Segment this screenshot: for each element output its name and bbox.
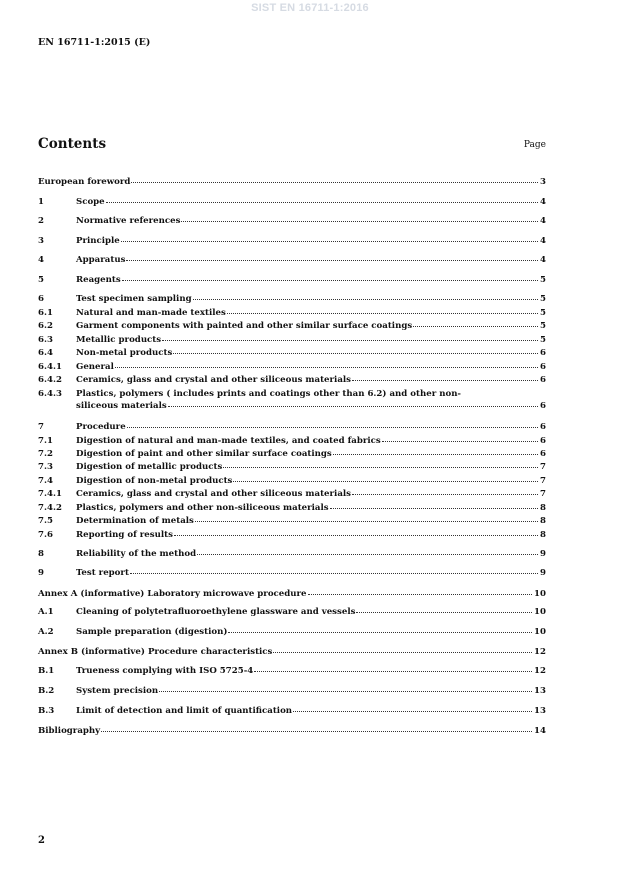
- toc-dot-leader: [106, 202, 538, 203]
- toc-entry-page: 4: [540, 255, 546, 265]
- toc-entry-number: 7.5: [38, 516, 53, 526]
- toc-entry-title: Determination of metals: [76, 516, 194, 526]
- toc-dot-leader: [382, 441, 538, 442]
- toc-entry-number: 6.4.3: [38, 389, 62, 399]
- toc-entry-number: 7.4: [38, 476, 53, 486]
- toc-entry-page: 8: [540, 530, 546, 540]
- toc-entry-title: Limit of detection and limit of quantification: [76, 706, 293, 716]
- toc-entry-title: European foreword: [38, 177, 131, 187]
- toc-dot-leader: [293, 711, 532, 712]
- toc-dot-leader: [413, 326, 538, 327]
- toc-entry-title: Garment components with painted and other similar surface coatings: [76, 321, 413, 331]
- toc-entry[interactable]: [38, 725, 546, 737]
- toc-entry-title: Cleaning of polytetrafluoroethylene glassware and vessels: [76, 607, 356, 617]
- toc-dot-leader: [228, 632, 532, 633]
- toc-entry-title: Reliability of the method: [76, 549, 197, 559]
- toc-entry-number: A.1: [38, 607, 54, 617]
- toc-entry-number: B.3: [38, 706, 55, 716]
- toc-entry-title: Plastics, polymers ( includes prints and coatings other than 6.2) and other non-: [76, 389, 462, 399]
- toc-entry-page: 5: [540, 335, 546, 345]
- toc-entry[interactable]: [38, 293, 546, 305]
- toc-entry-page: 9: [540, 549, 546, 559]
- toc-entry[interactable]: [38, 361, 546, 373]
- toc-entry-number: 6.2: [38, 321, 53, 331]
- toc-entry[interactable]: [38, 685, 546, 697]
- toc-entry[interactable]: [38, 588, 546, 600]
- toc-entry-title: Normative references: [76, 216, 181, 226]
- toc-entry-page: 6: [540, 362, 546, 372]
- toc-entry-page: 6: [540, 436, 546, 446]
- toc-dot-leader: [352, 380, 538, 381]
- toc-entry[interactable]: [38, 320, 546, 332]
- toc-dot-leader: [330, 508, 538, 509]
- toc-entry-title: Bibliography: [38, 726, 101, 736]
- toc-entry[interactable]: [38, 448, 546, 460]
- toc-entry-title: General: [76, 362, 114, 372]
- toc-dot-leader: [162, 340, 538, 341]
- toc-dot-leader: [130, 573, 538, 574]
- toc-dot-leader: [159, 691, 532, 692]
- toc-entry-title: Ceramics, glass and crystal and other siliceous materials: [76, 489, 351, 499]
- toc-entry[interactable]: [38, 254, 546, 266]
- toc-entry[interactable]: [38, 421, 546, 433]
- toc-dot-leader: [131, 182, 538, 183]
- toc-entry-number: 6: [38, 294, 44, 304]
- toc-dot-leader: [254, 671, 532, 672]
- toc-dot-leader: [333, 454, 538, 455]
- toc-entry-title-continued: siliceous materials: [76, 401, 167, 411]
- toc-entry[interactable]: [38, 502, 546, 514]
- toc-entry-number: 6.4.1: [38, 362, 62, 372]
- toc-entry-title: Plastics, polymers and other non-siliceous materials: [76, 503, 329, 513]
- toc-entry-number: 7.1: [38, 436, 53, 446]
- toc-entry-page: 10: [534, 607, 546, 617]
- toc-dot-leader: [173, 353, 538, 354]
- toc-entry[interactable]: [38, 235, 546, 247]
- toc-entry-page: 9: [540, 568, 546, 578]
- toc-entry-page: 6: [540, 422, 546, 432]
- toc-dot-leader: [227, 313, 538, 314]
- contents-title: Contents: [38, 136, 107, 152]
- toc-entry-page: 8: [540, 503, 546, 513]
- toc-entry-page: 3: [540, 177, 546, 187]
- toc-entry-title: Ceramics, glass and crystal and other siliceous materials: [76, 375, 351, 385]
- toc-entry-number: 6.1: [38, 308, 53, 318]
- toc-entry-page: 4: [540, 216, 546, 226]
- toc-entry-title: Test report: [76, 568, 129, 578]
- toc-entry[interactable]: [38, 548, 546, 560]
- toc-dot-leader: [273, 652, 532, 653]
- watermark: SIST EN 16711-1:2016: [251, 2, 369, 14]
- toc-entry-number: 7.6: [38, 530, 53, 540]
- toc-entry[interactable]: [38, 529, 546, 541]
- toc-entry-number: 8: [38, 549, 44, 559]
- toc-entry-page: 6: [540, 449, 546, 459]
- toc-entry-number: 7.4.2: [38, 503, 62, 513]
- toc-entry-title: Annex B (informative) Procedure characteristics: [38, 647, 273, 657]
- toc-dot-leader: [168, 406, 538, 407]
- toc-dot-leader: [352, 494, 538, 495]
- toc-entry-page: 5: [540, 275, 546, 285]
- toc-entry[interactable]: [38, 176, 546, 188]
- toc-entry-page: 7: [540, 476, 546, 486]
- toc-entry-page: 7: [540, 462, 546, 472]
- toc-entry-title: Principle: [76, 236, 120, 246]
- toc-entry-number: 6.4: [38, 348, 53, 358]
- toc-entry-page: 5: [540, 321, 546, 331]
- toc-dot-leader: [197, 554, 538, 555]
- toc-entry-number: 7.3: [38, 462, 53, 472]
- document-reference: EN 16711-1:2015 (E): [38, 37, 151, 48]
- toc-entry-number: 7.2: [38, 449, 53, 459]
- toc-entry-title: Digestion of non-metal products: [76, 476, 233, 486]
- toc-entry-number: B.2: [38, 686, 55, 696]
- toc-entry-number: 6.3: [38, 335, 53, 345]
- toc-entry-page: 10: [534, 627, 546, 637]
- toc-entry-number: 1: [38, 197, 44, 207]
- page-column-label: Page: [523, 140, 546, 150]
- toc-entry-page: 6: [540, 375, 546, 385]
- toc-entry-number: 7: [38, 422, 44, 432]
- toc-entry[interactable]: [38, 626, 546, 638]
- toc-entry-page: 6: [540, 348, 546, 358]
- toc-entry[interactable]: [38, 461, 546, 473]
- toc-entry-title: System precision: [76, 686, 159, 696]
- toc-entry-title: Procedure: [76, 422, 126, 432]
- toc-entry[interactable]: [38, 334, 546, 346]
- toc-entry[interactable]: [38, 196, 546, 208]
- toc-entry-number: 6.4.2: [38, 375, 62, 385]
- toc-dot-leader: [233, 481, 538, 482]
- toc-entry-number: B.1: [38, 666, 55, 676]
- toc-entry-page: 7: [540, 489, 546, 499]
- toc-entry-title: Reagents: [76, 275, 121, 285]
- toc-dot-leader: [356, 612, 532, 613]
- toc-dot-leader: [174, 535, 538, 536]
- toc-entry-page: 12: [534, 666, 546, 676]
- toc-dot-leader: [122, 280, 538, 281]
- toc-entry-page: 13: [534, 686, 546, 696]
- toc-dot-leader: [127, 427, 538, 428]
- toc-entry[interactable]: [38, 215, 546, 227]
- toc-entry-title: Scope: [76, 197, 105, 207]
- toc-entry[interactable]: [38, 646, 546, 658]
- toc-dot-leader: [126, 260, 538, 261]
- toc-entry-page: 10: [534, 589, 546, 599]
- toc-entry-number: A.2: [38, 627, 54, 637]
- toc-entry-page: 5: [540, 294, 546, 304]
- toc-entry-number: 3: [38, 236, 44, 246]
- toc-dot-leader: [308, 594, 533, 595]
- toc-entry[interactable]: [38, 274, 546, 286]
- toc-entry-page: 4: [540, 197, 546, 207]
- toc-entry-title: Digestion of natural and man-made textiles, and coated fabrics: [76, 436, 381, 446]
- toc-entry[interactable]: [38, 515, 546, 527]
- toc-entry[interactable]: [38, 435, 546, 447]
- toc-entry-title: Reporting of results: [76, 530, 173, 540]
- toc-entry-page: 5: [540, 308, 546, 318]
- toc-entry-title: Metallic products: [76, 335, 162, 345]
- toc-dot-leader: [193, 299, 538, 300]
- toc-entry-number: 7.4.1: [38, 489, 62, 499]
- toc-entry-title: Non-metal products: [76, 348, 173, 358]
- toc-dot-leader: [101, 731, 532, 732]
- toc-entry-title: Apparatus: [76, 255, 126, 265]
- toc-dot-leader: [115, 367, 538, 368]
- toc-entry-title: Digestion of paint and other similar surface coatings: [76, 449, 332, 459]
- toc-entry-page: 13: [534, 706, 546, 716]
- toc-dot-leader: [121, 241, 538, 242]
- toc-entry[interactable]: [38, 488, 546, 500]
- toc-entry-number: 5: [38, 275, 44, 285]
- toc-entry-title: Digestion of metallic products: [76, 462, 223, 472]
- toc-entry[interactable]: [38, 567, 546, 579]
- toc-entry-page: 4: [540, 236, 546, 246]
- toc-dot-leader: [223, 467, 538, 468]
- toc-entry-page: 12: [534, 647, 546, 657]
- toc-entry-title: Trueness complying with ISO 5725-4: [76, 666, 254, 676]
- toc-entry[interactable]: [38, 374, 546, 386]
- toc-dot-leader: [195, 521, 538, 522]
- toc-entry-page: 14: [534, 726, 546, 736]
- toc-entry-title: Sample preparation (digestion): [76, 627, 228, 637]
- toc-entry-number: 4: [38, 255, 44, 265]
- toc-entry[interactable]: [38, 347, 546, 359]
- toc-entry-number: 9: [38, 568, 44, 578]
- toc-entry-title: Test specimen sampling: [76, 294, 192, 304]
- toc-entry-page: 8: [540, 516, 546, 526]
- toc-entry[interactable]: [38, 705, 546, 717]
- toc-entry-page: 6: [540, 401, 546, 411]
- toc-entry[interactable]: [38, 475, 546, 487]
- toc-dot-leader: [181, 221, 538, 222]
- toc-entry[interactable]: [38, 665, 546, 677]
- toc-entry[interactable]: [38, 307, 546, 319]
- toc-entry[interactable]: [38, 388, 546, 412]
- toc-entry-title: Natural and man-made textiles: [76, 308, 226, 318]
- toc-entry[interactable]: [38, 606, 546, 618]
- toc-entry-number: 2: [38, 216, 44, 226]
- page-number: 2: [38, 835, 45, 846]
- toc-entry-title: Annex A (informative) Laboratory microwave procedure: [38, 589, 307, 599]
